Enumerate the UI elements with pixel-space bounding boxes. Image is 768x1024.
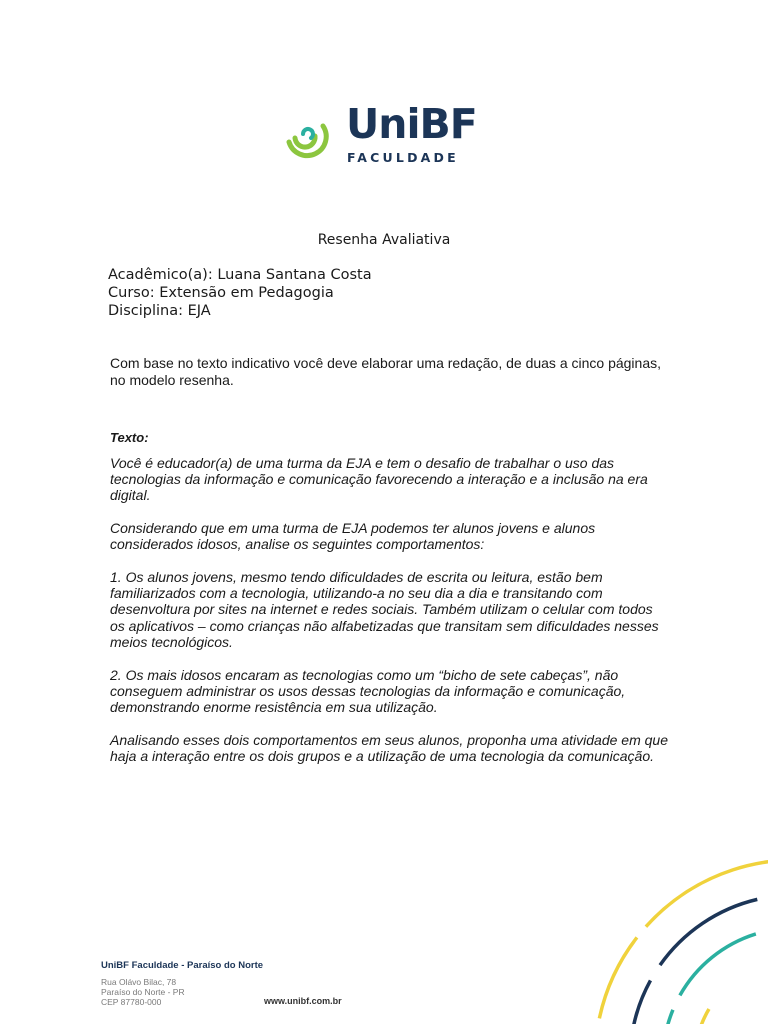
academic-name: Acadêmico(a): Luana Santana Costa [108, 267, 372, 283]
address-line: Paraíso do Norte - PR [101, 987, 185, 997]
unibf-swirl-icon [283, 112, 341, 166]
paragraph: Analisando esses dois comportamentos em seus alunos, proponha uma atividade em que haja a interação entre os dois grupos e a utilização de uma tecnologia da comunicação. [110, 731, 668, 764]
student-info [108, 266, 372, 320]
logo-name: UniBF [346, 100, 477, 148]
address-line: Rua Olávo Bilac, 78 [101, 977, 177, 987]
paragraph: Você é educador(a) de uma turma da EJA e tem o desafio de trabalhar o uso das tecnologias da informação e comunicação favorecendo a interação e a inclusão na era digital. [110, 455, 648, 504]
footer-url: www.unibf.com.br [264, 996, 342, 1006]
discipline-name: Disciplina: EJA [108, 303, 211, 319]
unibf-logo [283, 100, 488, 172]
logo-subtitle: FACULDADE [347, 150, 459, 165]
paragraph: 1. Os alunos jovens, mesmo tendo dificuldades de escrita ou leitura, estão bem familiarizados com a tecnologia, utilizando-a no seu dia a dia e transitando com desenvoltura por sites na internet e redes sociais. Também utilizam o celular com todos os aplicativos – como crianças não alfabetizadas que transitam sem dificuldades nesses meios tecnológicos. [110, 569, 659, 650]
footer-brand: UniBF Faculdade - Paraíso do Norte [101, 960, 264, 971]
instructions-text: Com base no texto indicativo você deve elaborar uma redação, de duas a cinco páginas, no modelo resenha. [110, 355, 662, 388]
prompt-text [110, 455, 670, 781]
decorative-arcs-icon [580, 850, 768, 1024]
document-title: Resenha Avaliativa [317, 232, 451, 248]
footer-address [101, 977, 185, 1007]
paragraph: Considerando que em uma turma de EJA podemos ter alunos jovens e alunos considerados idosos, analise os seguintes comportamentos: [110, 520, 596, 553]
course-name: Curso: Extensão em Pedagogia [108, 285, 334, 301]
paragraph: 2. Os mais idosos encaram as tecnologias como um “bicho de sete cabeças”, não conseguem administrar os usos dessas tecnologias da informação e comunicação, demonstrando enorme resistência em sua utilização. [110, 666, 626, 715]
address-line: CEP 87780-000 [101, 997, 162, 1007]
text-label: Texto: [110, 430, 149, 445]
